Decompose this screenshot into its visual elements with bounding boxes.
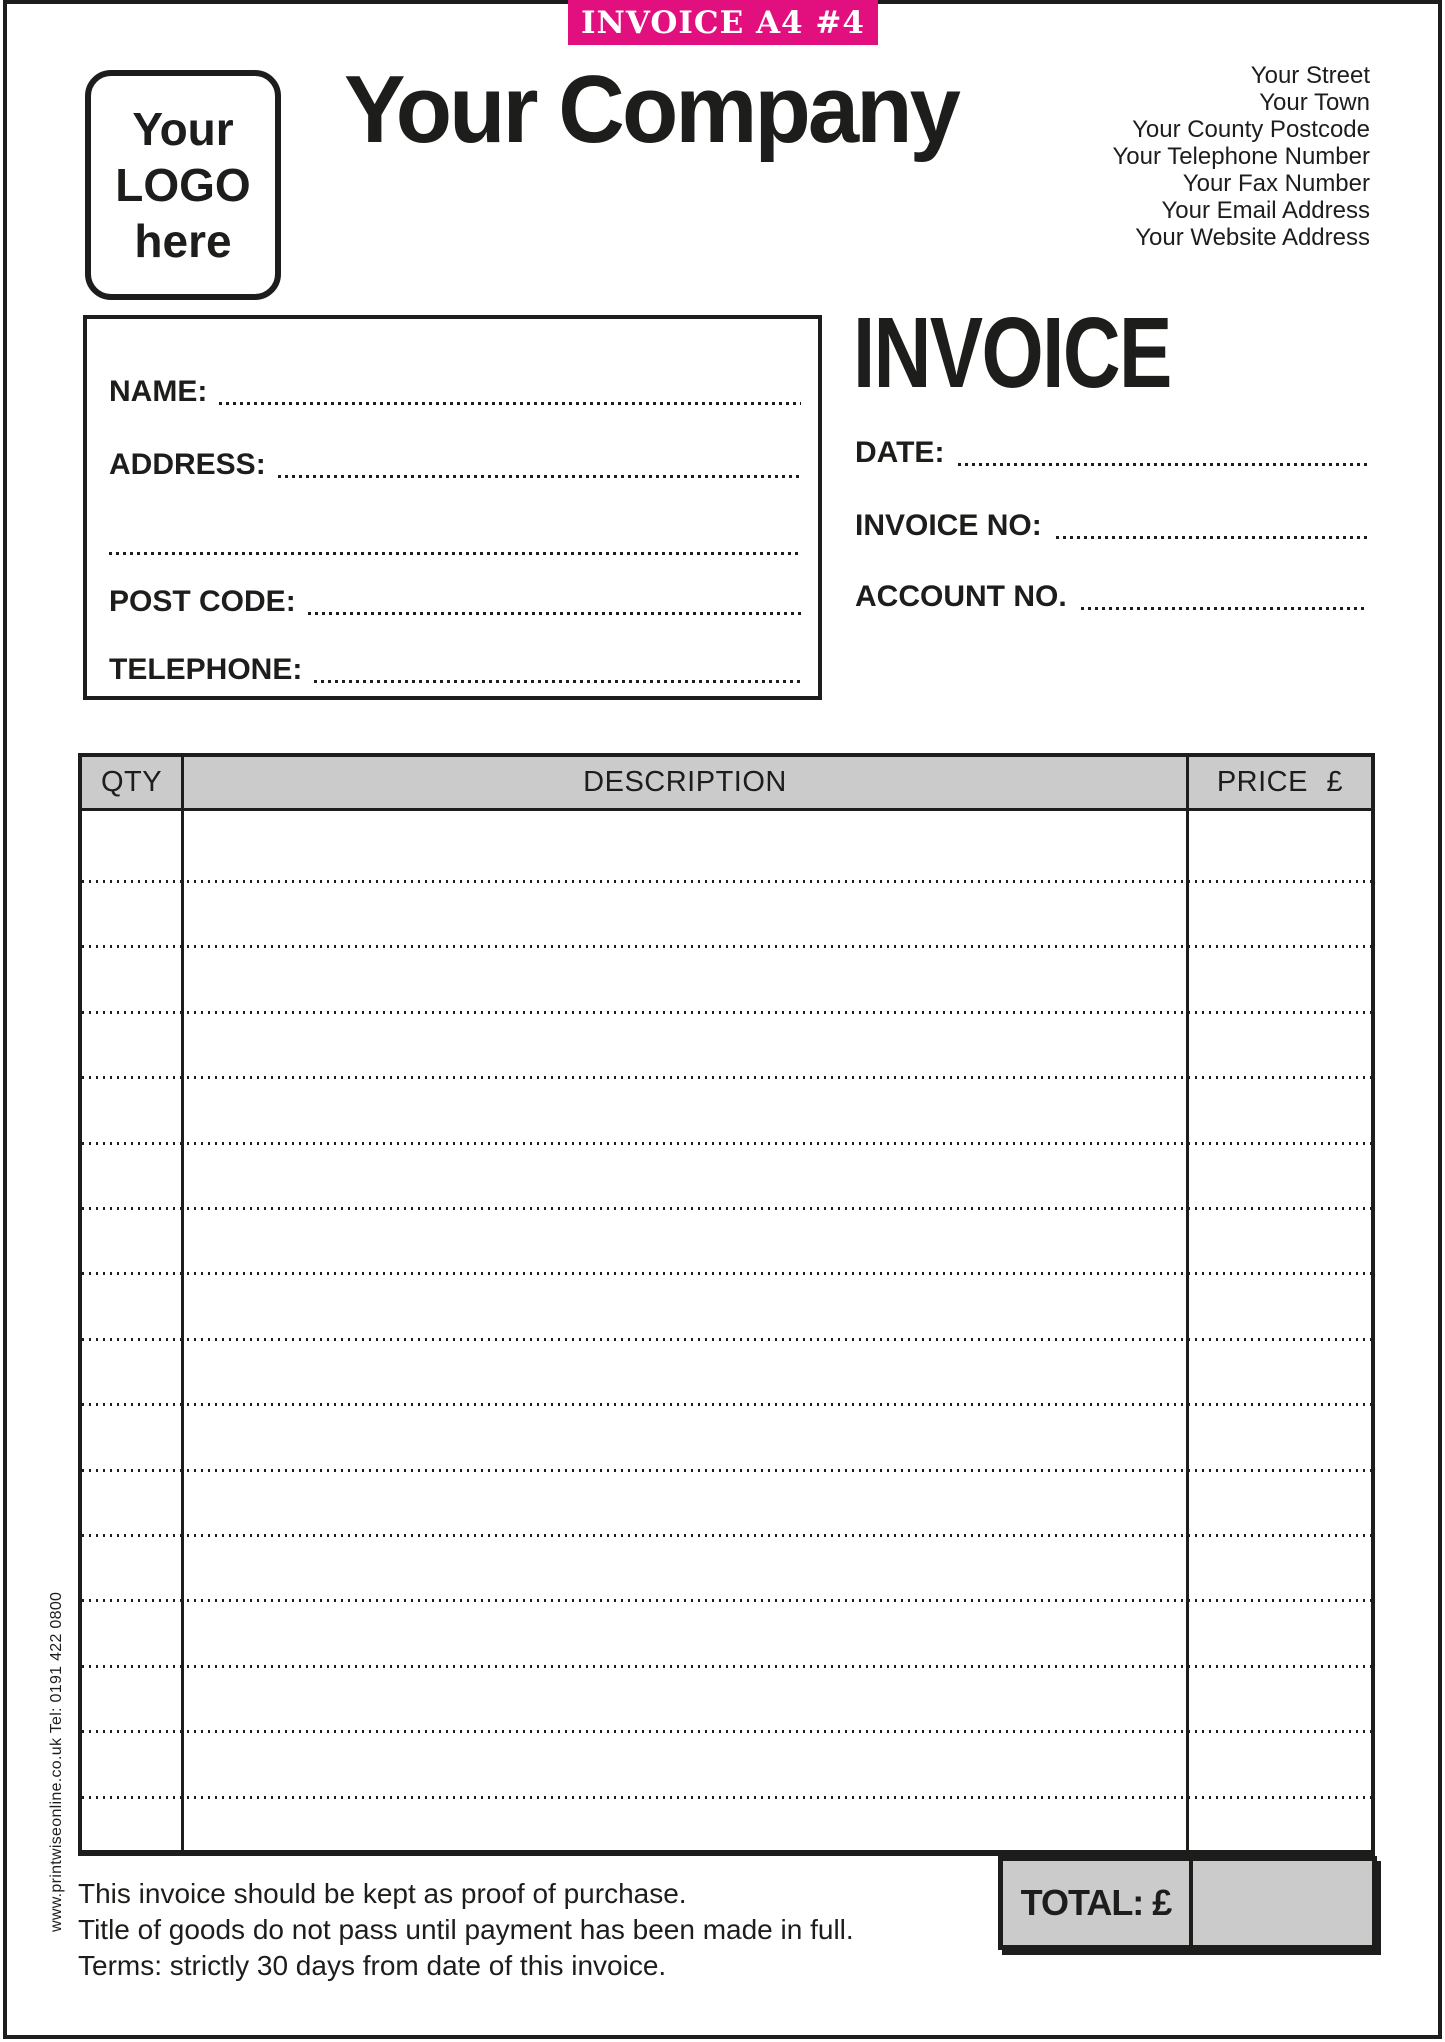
customer-details-box bbox=[83, 315, 822, 700]
total-box bbox=[998, 1856, 1377, 1950]
item-row-line[interactable] bbox=[82, 1207, 1371, 1210]
item-row-line[interactable] bbox=[82, 880, 1371, 883]
price-column-divider bbox=[1186, 757, 1189, 1850]
template-banner-label: INVOICE A4 #4 bbox=[581, 4, 865, 41]
postcode-label: POST CODE: bbox=[109, 585, 296, 618]
terms-line: Title of goods do not pass until payment has been made in full. bbox=[78, 1914, 854, 1945]
company-address-line: Your Fax Number bbox=[1182, 170, 1370, 197]
invoice-no-label: INVOICE NO: bbox=[855, 509, 1042, 542]
company-address-line: Your Street bbox=[1250, 62, 1370, 89]
price-column-header: PRICE £ bbox=[1216, 766, 1344, 798]
item-row-line[interactable] bbox=[82, 1403, 1371, 1406]
total-value-field[interactable] bbox=[1193, 1861, 1372, 1945]
logo-line: Your bbox=[132, 103, 234, 155]
terms-line: Terms: strictly 30 days from date of this invoice. bbox=[78, 1950, 667, 1981]
company-address-line: Your Town bbox=[1259, 89, 1370, 116]
line-items-table bbox=[78, 753, 1375, 1856]
description-column-header: DESCRIPTION bbox=[583, 766, 787, 798]
item-row-line[interactable] bbox=[82, 1730, 1371, 1733]
account-no-field[interactable] bbox=[1081, 607, 1368, 610]
terms-block bbox=[78, 1876, 854, 1984]
item-row-line[interactable] bbox=[82, 945, 1371, 948]
telephone-label: TELEPHONE: bbox=[109, 653, 303, 686]
item-row-line[interactable] bbox=[82, 1469, 1371, 1472]
terms-line: This invoice should be kept as proof of purchase. bbox=[78, 1878, 687, 1909]
date-label: DATE: bbox=[855, 436, 945, 469]
invoice-no-field[interactable] bbox=[1056, 536, 1368, 539]
invoice-no-field-row bbox=[855, 503, 1368, 543]
company-address-block bbox=[1112, 62, 1370, 251]
address-line2-row bbox=[109, 519, 801, 559]
invoice-heading: INVOICE bbox=[853, 297, 1171, 409]
template-banner bbox=[568, 0, 878, 45]
name-field[interactable] bbox=[219, 402, 801, 405]
telephone-field-row bbox=[109, 647, 801, 687]
postcode-field[interactable] bbox=[308, 612, 801, 615]
account-no-label: ACCOUNT NO. bbox=[855, 580, 1067, 613]
company-address-line: Your County Postcode bbox=[1132, 116, 1370, 143]
account-no-field-row bbox=[855, 574, 1368, 614]
printer-credit: www.printwiseonline.co.uk Tel: 0191 422 0800 bbox=[48, 1591, 65, 1932]
name-field-row bbox=[109, 369, 801, 409]
telephone-field[interactable] bbox=[314, 680, 801, 683]
item-row-line[interactable] bbox=[82, 1665, 1371, 1668]
item-row-line[interactable] bbox=[82, 1011, 1371, 1014]
qty-column-header: QTY bbox=[100, 766, 163, 798]
total-label: TOTAL: £ bbox=[1003, 1861, 1193, 1945]
item-row-line[interactable] bbox=[82, 1796, 1371, 1799]
postcode-field-row bbox=[109, 579, 801, 619]
item-row-line[interactable] bbox=[82, 1076, 1371, 1079]
item-row-line[interactable] bbox=[82, 1534, 1371, 1537]
item-row-line[interactable] bbox=[82, 1142, 1371, 1145]
company-address-line: Your Telephone Number bbox=[1112, 143, 1370, 170]
address-field-row bbox=[109, 442, 801, 482]
logo-placeholder bbox=[85, 70, 281, 300]
company-name: Your Company bbox=[344, 56, 959, 163]
qty-column-divider bbox=[181, 757, 184, 1850]
name-label: NAME: bbox=[109, 375, 208, 408]
item-row-line[interactable] bbox=[82, 1338, 1371, 1341]
item-row-line[interactable] bbox=[82, 1272, 1371, 1275]
address-label: ADDRESS: bbox=[109, 448, 266, 481]
table-header-row bbox=[82, 757, 1371, 811]
item-row-line[interactable] bbox=[82, 1599, 1371, 1602]
date-field-row bbox=[855, 430, 1368, 470]
address-field-line2[interactable] bbox=[109, 552, 801, 555]
address-field[interactable] bbox=[278, 475, 801, 478]
logo-line: LOGO bbox=[115, 159, 251, 211]
date-field[interactable] bbox=[958, 463, 1368, 466]
company-address-line: Your Email Address bbox=[1161, 197, 1370, 224]
logo-line: here bbox=[134, 215, 232, 267]
company-address-line: Your Website Address bbox=[1135, 224, 1370, 251]
